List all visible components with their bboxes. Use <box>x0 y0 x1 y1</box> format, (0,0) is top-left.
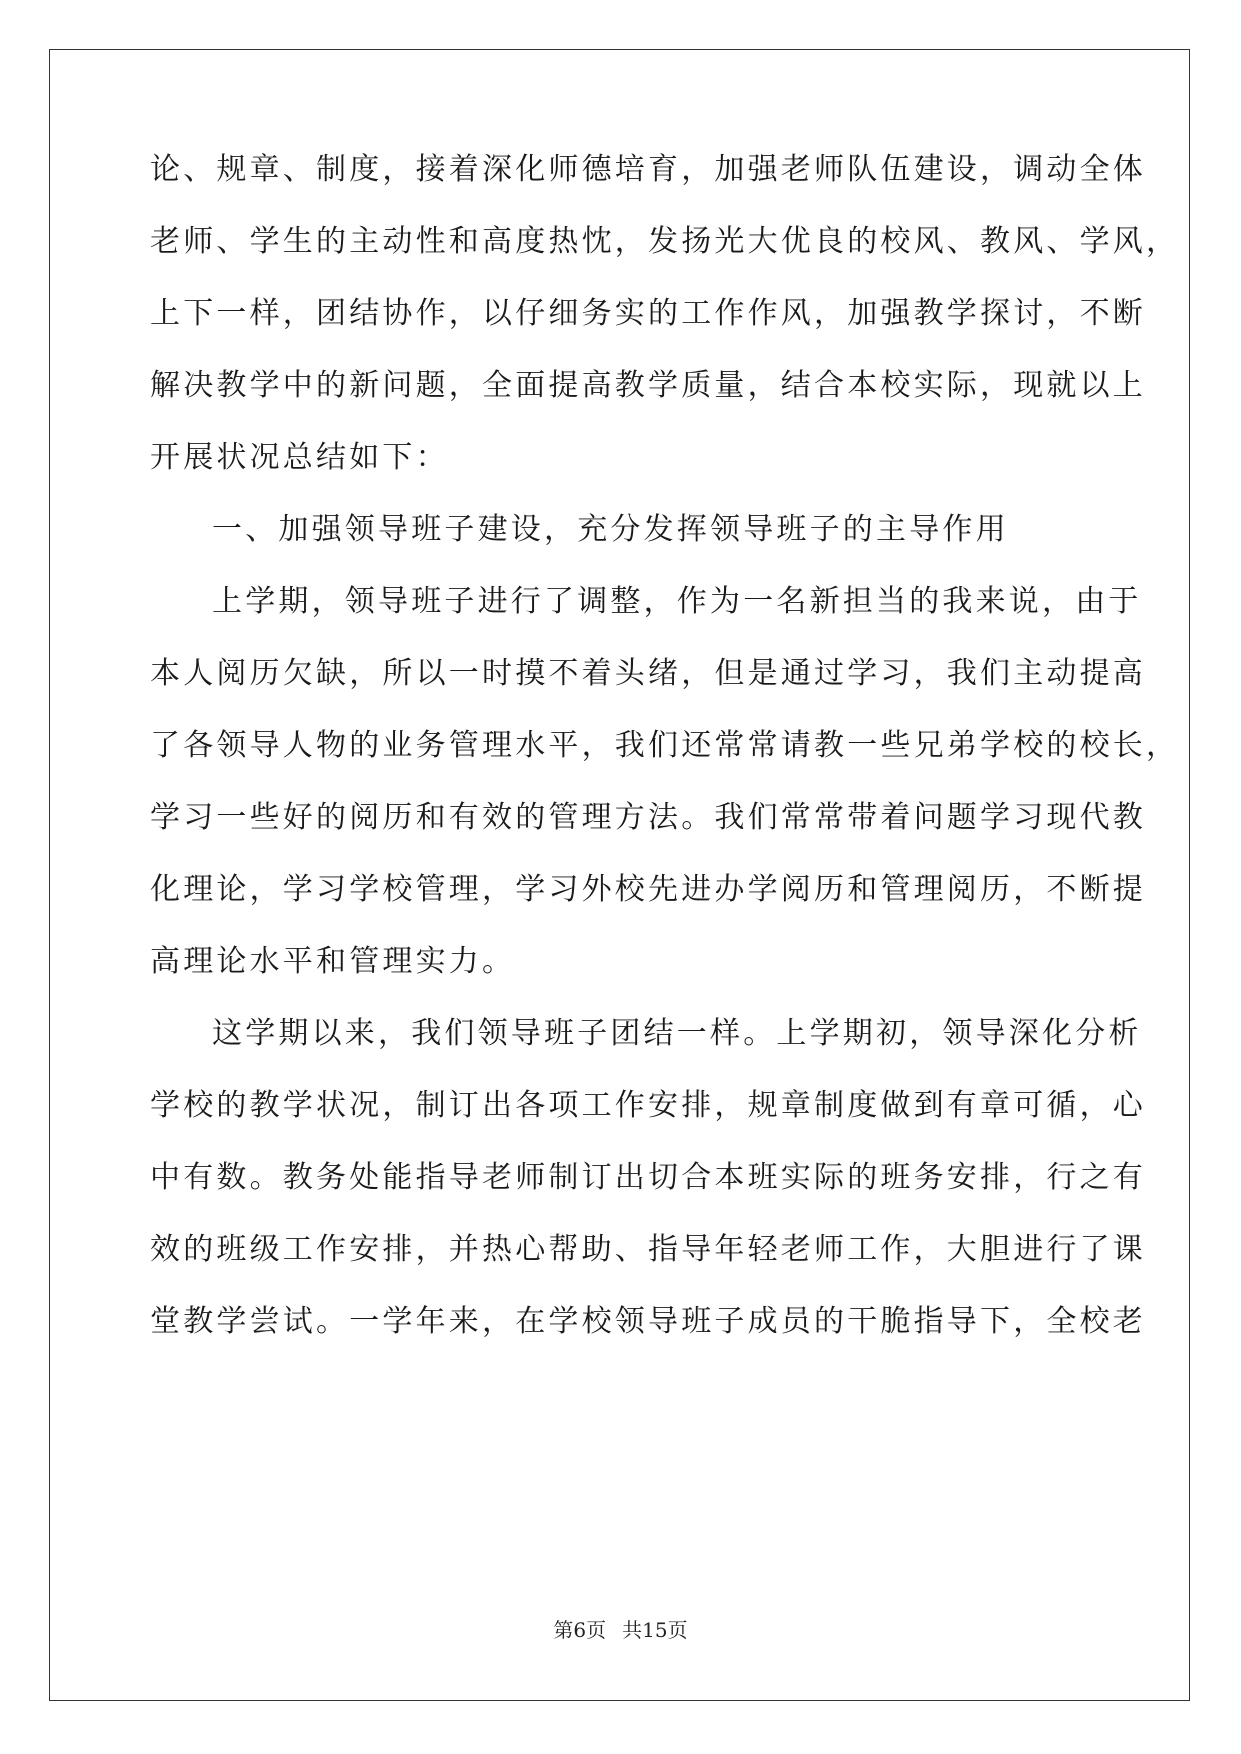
text-line: 化理论，学习学校管理，学习外校先进办学阅历和管理阅历，不断提 <box>150 872 1146 907</box>
text-line: 学习一些好的阅历和有效的管理方法。我们常常带着问题学习现代教 <box>150 800 1146 835</box>
text-line: 中有数。教务处能指导老师制订出切合本班实际的班务安排，行之有 <box>150 1160 1146 1195</box>
text-line: 上学期，领导班子进行了调整，作为一名新担当的我来说，由于 <box>212 584 1142 619</box>
text-line: 效的班级工作安排，并热心帮助、指导年轻老师工作，大胆进行了课 <box>150 1232 1146 1267</box>
text-line: 开展状况总结如下： <box>150 440 449 475</box>
text-line: 了各领导人物的业务管理水平，我们还常常请教一些兄弟学校的校长， <box>150 728 1180 763</box>
text-line: 老师、学生的主动性和高度热忱，发扬光大优良的校风、教风、学风， <box>150 224 1180 259</box>
text-line: 高理论水平和管理实力。 <box>150 944 516 979</box>
section-heading: 一、加强领导班子建设，充分发挥领导班子的主导作用 <box>212 512 1009 547</box>
text-line: 解决教学中的新问题，全面提高教学质量，结合本校实际，现就以上 <box>150 368 1146 403</box>
text-line: 上下一样，团结协作，以仔细务实的工作作风，加强教学探讨，不断 <box>150 296 1146 331</box>
text-line: 本人阅历欠缺，所以一时摸不着头绪，但是通过学习，我们主动提高 <box>150 656 1146 691</box>
current-page-number: 第6页 <box>553 1618 607 1642</box>
text-line: 论、规章、制度，接着深化师德培育，加强老师队伍建设，调动全体 <box>150 152 1146 187</box>
total-page-count: 共15页 <box>622 1618 688 1642</box>
text-line: 这学期以来，我们领导班子团结一样。上学期初，领导深化分析 <box>212 1016 1142 1051</box>
text-line: 学校的教学状况，制订出各项工作安排，规章制度做到有章可循，心 <box>150 1088 1146 1123</box>
page-footer <box>0 1614 1241 1643</box>
text-line: 堂教学尝试。一学年来，在学校领导班子成员的干脆指导下，全校老 <box>150 1304 1146 1339</box>
